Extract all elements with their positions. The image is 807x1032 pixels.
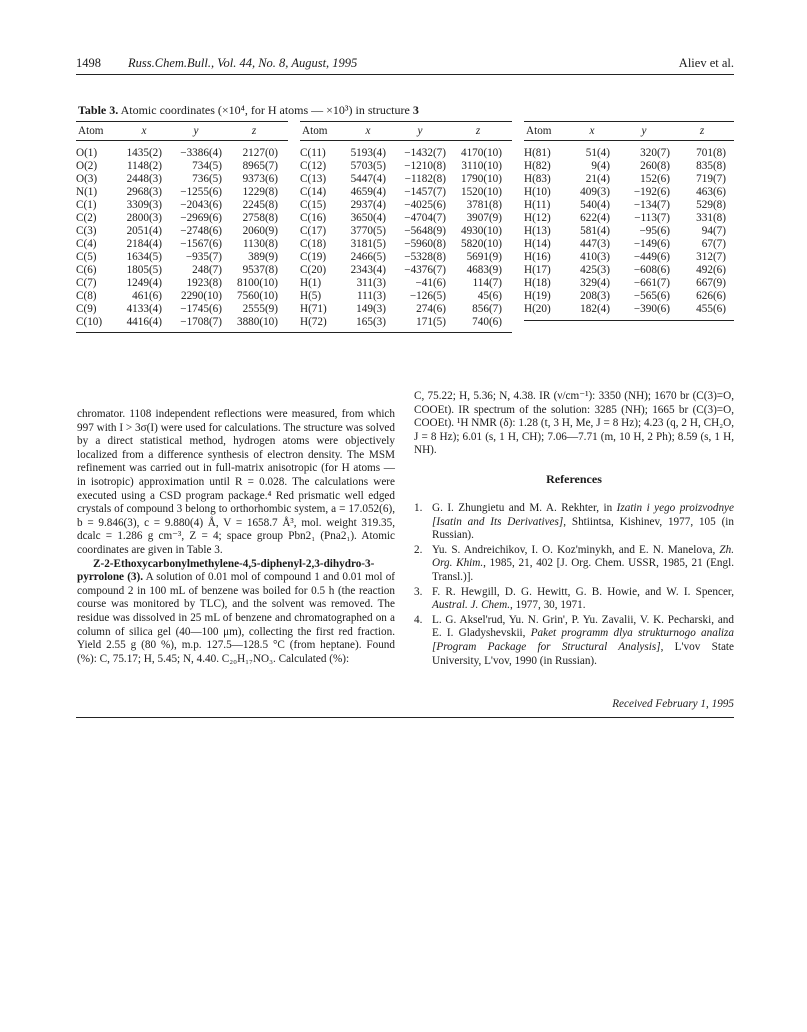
- table-cell-x: 182(4): [580, 303, 610, 315]
- table-cell-atom: H(5): [300, 290, 322, 302]
- table-cell-atom: H(11): [524, 199, 551, 211]
- table-cell-y: −192(6): [633, 186, 670, 198]
- table-cell-y: −449(6): [633, 251, 670, 263]
- table-cell-z: 740(6): [472, 316, 502, 328]
- table-top-rule: [524, 121, 734, 122]
- column-header-x: x: [141, 125, 147, 137]
- journal-citation: Russ.Chem.Bull., Vol. 44, No. 8, August, 1995: [128, 56, 358, 70]
- table-cell-atom: H(13): [524, 225, 551, 237]
- table-cell-z: 2555(9): [242, 303, 278, 315]
- table-cell-z: 2758(8): [242, 212, 278, 224]
- table-cell-z: 9373(6): [242, 173, 278, 185]
- table-top-rule: [76, 121, 288, 122]
- synthesis-text: A solution of 0.01 mol of compound 1 and 0.01 mol of compound 2 in 100 mL of benzene was boiled for 0.5 h (the reaction course was monitored by TLC), and the solvent was removed. The residue was dissolved in 25 mL of benzene and chromatographed on a column of silica gel (40—100 μm), collecting the first red fraction. Yield 2.55 g (80 %), m.p. 127.5—128.5 °C (from heptane). Found (%): C, 75.17; H, 5.45; N, 4.40. C₂₀H₁₇NO₃. Calculated (%):: [77, 571, 396, 665]
- table-cell-z: 45(6): [477, 290, 502, 302]
- table-cell-x: 461(6): [132, 290, 162, 302]
- table-cell-x: 2466(5): [350, 251, 386, 263]
- table-bottom-rule-right: [524, 320, 734, 321]
- table-cell-atom: O(3): [76, 173, 98, 185]
- table-cell-z: 8100(10): [236, 277, 278, 289]
- table-cell-x: 425(3): [580, 264, 610, 276]
- table-cell-atom: C(14): [300, 186, 327, 198]
- reference-item: [414, 614, 734, 668]
- table-cell-z: 626(6): [696, 290, 726, 302]
- table-cell-x: 5703(5): [350, 160, 386, 172]
- table-cell-z: 463(6): [696, 186, 726, 198]
- reference-authors: Yu. S. Andreichikov, I. O. Koz'minykh, and E. N. Manelova,: [432, 543, 720, 556]
- table-cell-z: 312(7): [696, 251, 726, 263]
- table-cell-x: 165(3): [356, 316, 386, 328]
- column-header-atom: Atom: [526, 125, 552, 137]
- table-cell-y: 171(5): [416, 316, 446, 328]
- table-cell-atom: H(72): [300, 316, 327, 328]
- table-cell-y: 248(7): [192, 264, 222, 276]
- table-cell-z: 856(7): [472, 303, 502, 315]
- reference-item: [414, 586, 734, 613]
- table-cell-z: 5691(9): [466, 251, 502, 263]
- table-cell-z: 2060(9): [242, 225, 278, 237]
- table-cell-x: 2343(4): [350, 264, 386, 276]
- table-cell-z: 1130(8): [242, 238, 278, 250]
- table-cell-z: 4170(10): [460, 147, 502, 159]
- table-header-rule: [300, 140, 512, 141]
- reference-details: , 1977, 30, 1971.: [510, 599, 586, 612]
- reference-source: Zh. Org. Khim.: [432, 543, 734, 570]
- table-cell-z: 2245(8): [242, 199, 278, 211]
- table-cell-atom: O(2): [76, 160, 98, 172]
- reference-source: Izatin i yego proizvodnye [Isatin and Its Derivatives]: [432, 502, 734, 528]
- table-cell-x: 409(3): [580, 186, 610, 198]
- table-cell-y: −41(6): [415, 277, 446, 289]
- table-cell-x: 3650(4): [350, 212, 386, 224]
- table-cell-y: −5960(8): [404, 238, 446, 250]
- table-cell-atom: C(15): [300, 199, 327, 211]
- received-date: Received February 1, 1995: [612, 698, 734, 710]
- table-cell-atom: H(12): [524, 212, 551, 224]
- table-cell-atom: C(13): [300, 173, 327, 185]
- table-cell-x: 4659(4): [350, 186, 386, 198]
- reference-number: 1.: [414, 502, 423, 514]
- table-caption: [78, 103, 419, 118]
- table-cell-atom: O(1): [76, 147, 98, 159]
- reference-item: [414, 502, 734, 543]
- table-cell-atom: H(14): [524, 238, 551, 250]
- table-cell-atom: C(2): [76, 212, 97, 224]
- table-cell-atom: H(83): [524, 173, 551, 185]
- table-cell-atom: C(19): [300, 251, 327, 263]
- table-cell-y: −1432(7): [404, 147, 446, 159]
- reference-number: 4.: [414, 613, 423, 626]
- table-cell-atom: C(8): [76, 290, 97, 302]
- table-cell-y: −4376(7): [404, 264, 446, 276]
- table-cell-z: 1229(8): [242, 186, 278, 198]
- reference-source: Paket programm dlya strukturnogo analiza [Program Package for Structural Analysis]: [432, 627, 734, 653]
- table-cell-x: 3770(5): [350, 225, 386, 237]
- table-cell-x: 4133(4): [126, 303, 162, 315]
- table-cell-y: 320(7): [640, 147, 670, 159]
- table-cell-y: 260(8): [640, 160, 670, 172]
- table-cell-x: 2800(3): [126, 212, 162, 224]
- table-cell-z: 701(8): [696, 147, 726, 159]
- table-cell-z: 1790(10): [460, 173, 502, 185]
- reference-number: 3.: [414, 585, 423, 598]
- table-cell-x: 622(4): [580, 212, 610, 224]
- table-cell-z: 3880(10): [236, 316, 278, 328]
- table-cell-y: −2043(6): [180, 199, 222, 211]
- table-header-rule: [76, 140, 288, 141]
- table-cell-atom: C(7): [76, 277, 97, 289]
- table-cell-x: 208(3): [580, 290, 610, 302]
- table-cell-y: −1457(7): [404, 186, 446, 198]
- table-cell-z: 4683(9): [466, 264, 502, 276]
- table-cell-atom: C(11): [300, 147, 326, 159]
- table-cell-x: 1634(5): [126, 251, 162, 263]
- table-cell-x: 3309(3): [126, 199, 162, 211]
- table-cell-x: 1435(2): [126, 147, 162, 159]
- table-cell-atom: N(1): [76, 186, 98, 198]
- table-cell-y: −1567(6): [180, 238, 222, 250]
- table-cell-atom: C(12): [300, 160, 327, 172]
- table-cell-y: 734(5): [192, 160, 222, 172]
- table-cell-y: −5328(8): [404, 251, 446, 263]
- synthesis-paragraph: [77, 558, 395, 667]
- table-cell-z: 3110(10): [461, 160, 502, 172]
- table-cell-atom: C(10): [76, 316, 103, 328]
- column-header-y: y: [641, 125, 647, 137]
- column-header-z: z: [475, 125, 481, 137]
- table-cell-x: 3181(5): [350, 238, 386, 250]
- table-cell-atom: H(17): [524, 264, 551, 276]
- authors-short: Aliev et al.: [678, 56, 734, 70]
- table-cell-z: 455(6): [696, 303, 726, 315]
- table-cell-atom: C(9): [76, 303, 97, 315]
- table-cell-x: 311(3): [356, 277, 386, 289]
- table-cell-z: 94(7): [701, 225, 726, 237]
- table-cell-z: 1520(10): [460, 186, 502, 198]
- table-cell-y: −95(6): [639, 225, 670, 237]
- table-cell-x: 1805(5): [126, 264, 162, 276]
- table-cell-z: 2127(0): [242, 147, 278, 159]
- table-cell-x: 2968(3): [126, 186, 162, 198]
- table-cell-y: −1745(6): [180, 303, 222, 315]
- reference-details: , 1985, 21, 402 [J. Org. Chem. USSR, 1985, 21 (Engl. Transl.)].: [432, 557, 735, 583]
- references-list: [414, 502, 734, 669]
- table-cell-y: −1210(8): [404, 160, 446, 172]
- table-cell-y: −390(6): [633, 303, 670, 315]
- table-cell-z: 9537(8): [242, 264, 278, 276]
- reference-source: Austral. J. Chem.: [432, 599, 510, 612]
- column-header-y: y: [193, 125, 199, 137]
- table-cell-atom: C(18): [300, 238, 327, 250]
- table-cell-y: −3386(4): [180, 147, 222, 159]
- table-cell-x: 581(4): [580, 225, 610, 237]
- reference-details: , Shtiintsa, Kishinev, 1977, 105 (in Russian).: [432, 515, 734, 542]
- column-header-atom: Atom: [302, 125, 328, 137]
- end-rule: [76, 717, 734, 718]
- table-cell-x: 540(4): [580, 199, 610, 211]
- table-cell-z: 719(7): [696, 173, 726, 185]
- left-text-column: [77, 408, 395, 666]
- table-header-rule: [524, 140, 734, 141]
- table-caption-compound: 3: [412, 103, 419, 117]
- table-cell-x: 4416(4): [126, 316, 162, 328]
- table-cell-atom: C(4): [76, 238, 97, 250]
- table-cell-atom: H(20): [524, 303, 551, 315]
- table-cell-atom: C(5): [76, 251, 97, 263]
- table-cell-x: 5193(4): [350, 147, 386, 159]
- table-cell-x: 21(4): [585, 173, 610, 185]
- table-cell-z: 331(8): [696, 212, 726, 224]
- table-cell-x: 51(4): [585, 147, 610, 159]
- table-cell-y: −4704(7): [404, 212, 446, 224]
- table-cell-y: 1923(8): [186, 277, 222, 289]
- table-cell-z: 5820(10): [460, 238, 502, 250]
- reference-authors: G. I. Zhungietu and M. A. Rekhter, in: [432, 502, 617, 514]
- table-cell-y: −2969(6): [180, 212, 222, 224]
- table-cell-atom: C(16): [300, 212, 327, 224]
- column-header-x: x: [589, 125, 595, 137]
- table-cell-y: −1255(6): [180, 186, 222, 198]
- table-cell-y: −608(6): [633, 264, 670, 276]
- table-cell-atom: H(1): [300, 277, 322, 289]
- table-cell-x: 1148(2): [126, 160, 162, 172]
- table-caption-text: Atomic coordinates (×10⁴, for H atoms — ×10³) in structure: [118, 103, 413, 117]
- table-cell-y: −113(7): [634, 212, 670, 224]
- table-label: Table 3.: [78, 103, 119, 117]
- table-cell-x: 149(3): [356, 303, 386, 315]
- table-cell-y: 2290(10): [180, 290, 222, 302]
- table-cell-atom: C(3): [76, 225, 97, 237]
- table-cell-x: 1249(4): [126, 277, 162, 289]
- table-top-rule: [300, 121, 512, 122]
- table-cell-y: −149(6): [633, 238, 670, 250]
- table-cell-z: 529(8): [696, 199, 726, 211]
- table-cell-atom: C(17): [300, 225, 327, 237]
- reference-number: 2.: [414, 543, 423, 556]
- experimental-paragraph: chromator. 1108 independent reflections were measured, from which 997 with I > 3σ(I) were used for calculations. The structure was solved by a direct statistical method, hydrogen atoms were objectively localized from a difference synthesis of electron density. The MSM refinement was carried out in full-matrix anisotropic (for H atoms — in isotropic) approximation until R = 0.028. The calculations were executed using a CSD program package.⁴ Red prismatic well edged crystals of compound 3 belong to orthorhombic system, a = 17.052(6), b = 9.846(3), c = 9.880(4) Å, V = 1658.7 Å³, mol. weight 319.35, dcalc = 1.286 g cm⁻³, Z = 4; space group Pbn2₁ (Pna2₁). Atomic coordinates are given in Table 3.: [77, 408, 395, 556]
- table-cell-y: −134(7): [633, 199, 670, 211]
- table-cell-x: 447(3): [580, 238, 610, 250]
- table-cell-atom: H(10): [524, 186, 551, 198]
- table-cell-atom: H(71): [300, 303, 327, 315]
- right-text-column: [414, 390, 734, 458]
- table-cell-atom: H(16): [524, 251, 551, 263]
- table-cell-atom: C(6): [76, 264, 97, 276]
- references-heading: References: [546, 472, 602, 486]
- table-cell-z: 835(8): [696, 160, 726, 172]
- table-cell-atom: C(20): [300, 264, 327, 276]
- reference-authors: L. G. Aksel'rud, Yu. N. Grin', P. Yu. Zavalii, V. K. Pecharski, and E. I. Gladyshevskii,: [432, 613, 734, 640]
- table-cell-x: 410(3): [580, 251, 610, 263]
- table-cell-z: 667(9): [696, 277, 726, 289]
- column-header-atom: Atom: [78, 125, 104, 137]
- page-number: 1498: [76, 56, 101, 70]
- reference-item: [414, 544, 734, 585]
- table-cell-z: 389(9): [248, 251, 278, 263]
- table-cell-x: 329(4): [580, 277, 610, 289]
- table-cell-y: −5648(9): [404, 225, 446, 237]
- table-cell-z: 492(6): [696, 264, 726, 276]
- table-cell-atom: C(1): [76, 199, 97, 211]
- table-cell-atom: H(18): [524, 277, 551, 289]
- table-cell-x: 2937(4): [350, 199, 386, 211]
- table-cell-z: 3781(8): [466, 199, 502, 211]
- table-cell-y: 152(6): [640, 173, 670, 185]
- table-cell-y: −935(7): [185, 251, 222, 263]
- table-cell-y: −1182(8): [404, 173, 446, 185]
- table-cell-atom: H(19): [524, 290, 551, 302]
- table-cell-x: 2448(3): [126, 173, 162, 185]
- column-header-z: z: [251, 125, 257, 137]
- table-cell-x: 2051(4): [126, 225, 162, 237]
- reference-authors: F. R. Hewgill, D. G. Hewitt, G. B. Howie, and W. I. Spencer,: [432, 585, 734, 598]
- table-cell-atom: H(81): [524, 147, 551, 159]
- table-cell-z: 8965(7): [242, 160, 278, 172]
- table-cell-y: −661(7): [633, 277, 670, 289]
- running-header: [76, 54, 734, 72]
- table-cell-atom: H(82): [524, 160, 551, 172]
- spectra-paragraph: C, 75.22; H, 5.36; N, 4.38. IR (ν/cm⁻¹): 3350 (NH); 1670 br (C(3)=O, COOEt). IR spectrum of the solution: 3285 (NH); 1665 br (C(3)=O, COOEt). ¹H NMR (δ): 1.28 (t, 3 H, Me, J = 8 Hz); 4.23 (q, 2 H, CH₂O, J = 8 Hz); 6.01 (s, 1 H, CH); 7.06—7.71 (m, 10 H, 2 Ph); 8.59 (s, 1 H, NH).: [414, 390, 734, 457]
- table-cell-y: −565(6): [633, 290, 670, 302]
- table-cell-y: 274(6): [416, 303, 446, 315]
- table-cell-x: 9(4): [591, 160, 610, 172]
- table-cell-y: −126(5): [409, 290, 446, 302]
- column-header-y: y: [417, 125, 423, 137]
- table-cell-x: 111(3): [357, 290, 386, 302]
- table-bottom-rule: [76, 332, 512, 333]
- table-cell-x: 5447(4): [350, 173, 386, 185]
- table-cell-z: 7560(10): [236, 290, 278, 302]
- column-header-x: x: [365, 125, 371, 137]
- compound-title: Z-2-Ethoxycarbonylmethylene-4,5-diphenyl-2,3-dihydro-3-pyrrolone (3).: [77, 557, 375, 584]
- table-cell-z: 3907(9): [466, 212, 502, 224]
- table-cell-y: 736(5): [192, 173, 222, 185]
- header-rule: [76, 74, 734, 75]
- table-cell-z: 4930(10): [460, 225, 502, 237]
- table-cell-y: −4025(6): [404, 199, 446, 211]
- table-cell-z: 114(7): [472, 277, 502, 289]
- table-cell-y: −2748(6): [180, 225, 222, 237]
- table-cell-x: 2184(4): [126, 238, 162, 250]
- column-header-z: z: [699, 125, 705, 137]
- table-cell-y: −1708(7): [180, 316, 222, 328]
- reference-details: , L'vov State University, L'vov, 1990 (in Russian).: [432, 640, 734, 667]
- table-cell-z: 67(7): [701, 238, 726, 250]
